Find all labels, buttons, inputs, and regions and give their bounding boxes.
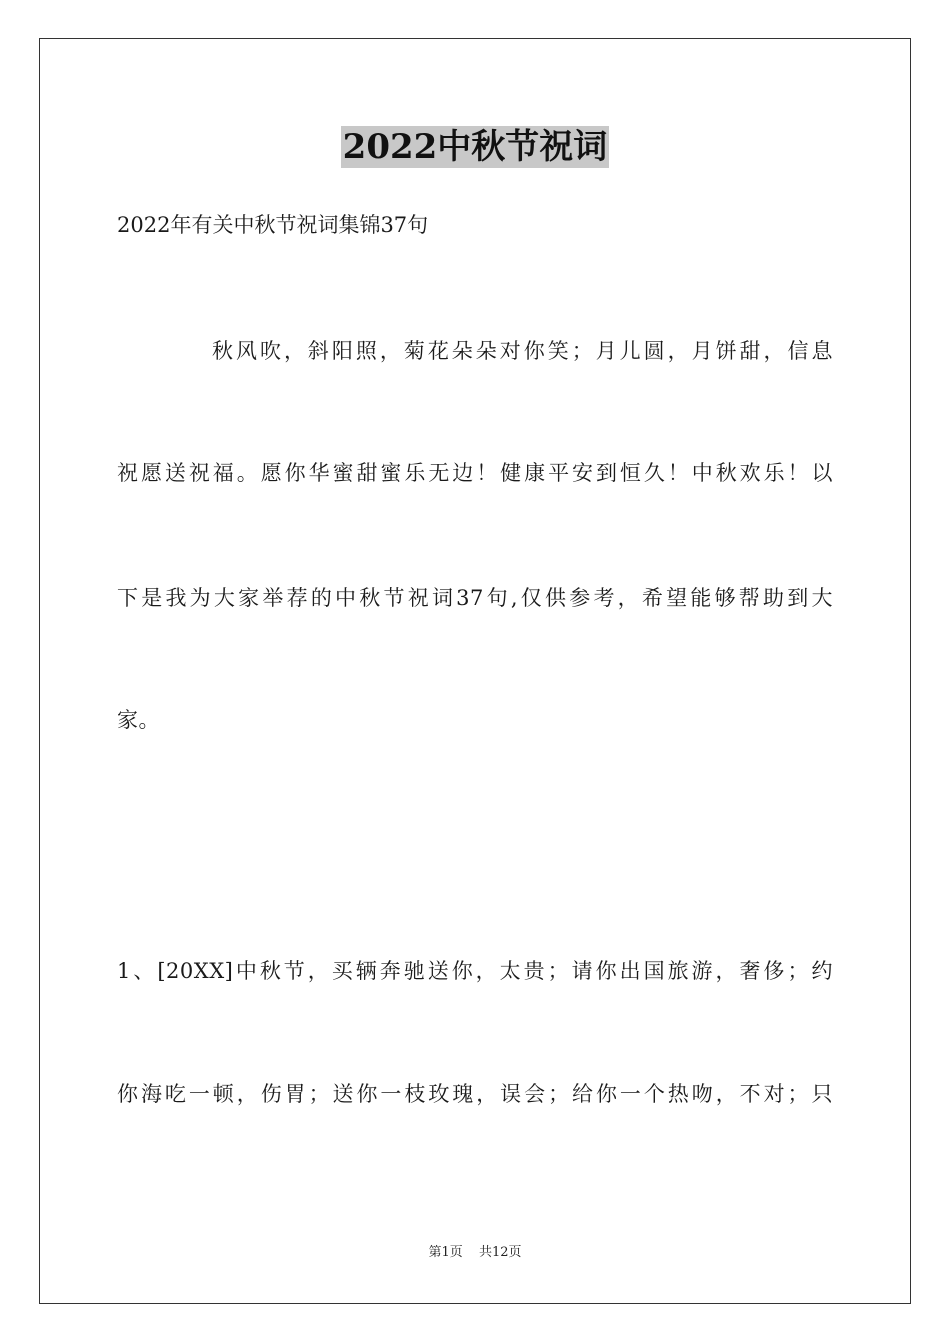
page-number-current: 第1页 [428,1245,463,1260]
paragraph-line: 祝愿送祝福。愿你华蜜甜蜜乐无边！健康平安到恒久！中秋欢乐！以 [117,461,833,485]
list-item-line: 1、[20XX]中秋节，买辆奔驰送你，太贵；请你出国旅游，奢侈；约 [117,959,833,983]
document-title: 2022中秋节祝词 [342,127,608,167]
document-subtitle: 2022年有关中秋节祝词集锦37句 [117,213,429,237]
page-footer [0,1244,950,1262]
paragraph-line: 秋风吹，斜阳照，菊花朵朵对你笑；月儿圆，月饼甜，信息 [212,339,833,363]
paragraph-line: 下是我为大家举荐的中秋节祝词37句,仅供参考，希望能够帮助到大 [117,586,833,610]
paragraph-line: 家。 [117,708,160,732]
list-item-line: 你海吃一顿，伤胃；送你一枝玫瑰，误会；给你一个热吻，不对；只 [117,1082,833,1106]
page-number-total: 共12页 [478,1245,522,1260]
title-container [0,126,950,168]
